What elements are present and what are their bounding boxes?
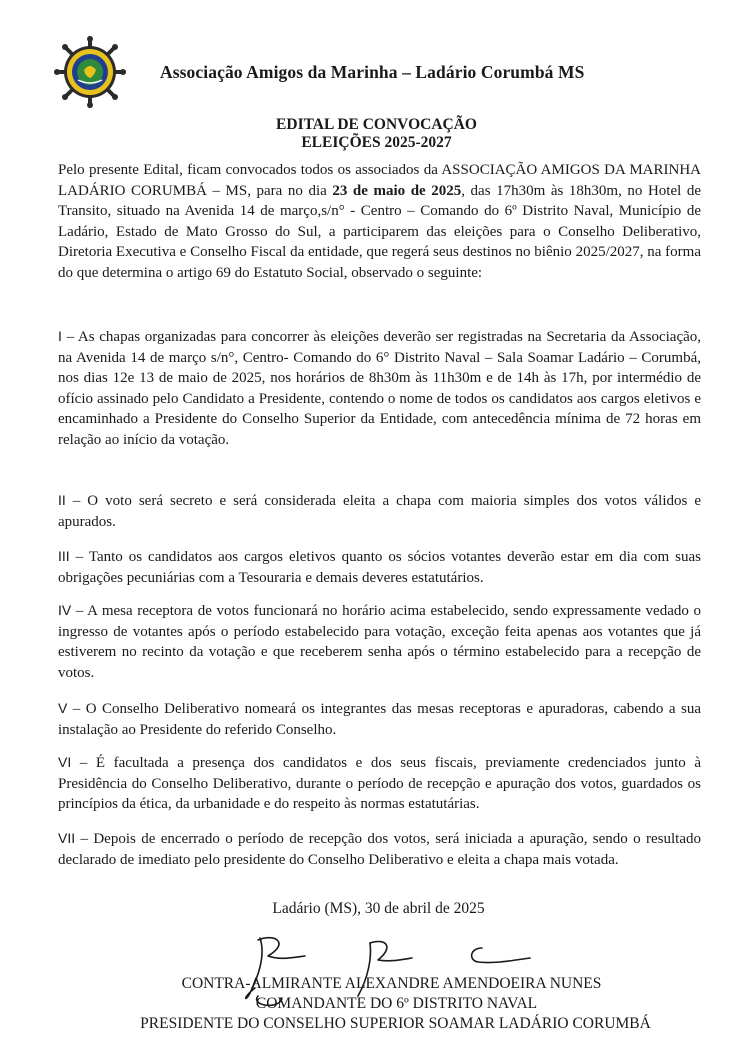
item-number: I — [58, 328, 62, 344]
signer-name: CONTRA-ALMIRANTE ALEXANDRE AMENDOEIRA NUNES — [181, 975, 602, 992]
election-date: 23 de maio de 2025 — [332, 182, 462, 199]
intro-text-part1: Pelo presente Edital, ficam convocados todos os associados da ASSOCIAÇÃO AMIGOS DA MARINHA LADÁRIO CORUMBÁ – MS, para no dia — [58, 162, 701, 199]
place-and-date: Ladário (MS), 30 de abril de 2025 — [272, 900, 485, 917]
item-number: III — [58, 548, 70, 564]
title-line-2: ELEIÇÕES 2025-2027 — [301, 134, 452, 151]
item-text: – Tanto os candidatos aos cargos eletivos quanto os sócios votantes deverão estar em dia com suas obrigações pecuniárias com a Tesouraria e demais deveres estatutários. — [58, 549, 702, 586]
item-paragraph — [58, 752, 701, 815]
item-number: VII — [58, 830, 76, 846]
item-paragraph — [58, 546, 701, 588]
organization-title: Associação Amigos da Marinha – Ladário Corumbá MS — [160, 62, 585, 82]
item-paragraph — [58, 828, 701, 870]
document-title — [0, 116, 753, 152]
item-number: IV — [58, 602, 72, 618]
item-paragraph — [58, 490, 701, 532]
signature-block — [0, 974, 753, 1034]
item-number: V — [58, 700, 68, 716]
item-text: – O Conselho Deliberativo nomeará os integrantes das mesas receptoras e apuradoras, cabendo a sua instalação ao Presidente do referido Conselho. — [58, 701, 701, 738]
item-text: – Depois de encerrado o período de recepção dos votos, será iniciada a apuração, sendo o resultado declarado de imediato pelo presidente do Conselho Deliberativo e eleita a chapa mais votada. — [58, 831, 701, 868]
item-paragraph — [58, 600, 701, 683]
item-number: II — [58, 492, 66, 508]
item-text: – É facultada a presença dos candidatos e dos seus fiscais, previamente credenciados junto à Presidência do Conselho Deliberativo, durante o período de recepção e apuração dos votos, guardados os princípios da ética, da urbanidade e do respeito às normas estatutárias. — [58, 755, 702, 813]
item-paragraph — [58, 326, 701, 451]
intro-text-part2: , das 17h30m às 18h30m, no Hotel de Transito, situado na Avenida 14 de março,s/n° - Centro – Comando do 6º Distrito Naval, Município de Ladário, Estado de Mato Grosso do Sul, a participarem das eleições para o Conselho Deliberativo, Diretoria Executiva e Conselho Fiscal da entidade, que regerá seus destinos no biênio 2025/2027, na forma do que determina o artigo 69 do Estatuto Social, observado o seguinte: — [58, 182, 701, 281]
intro-paragraph — [58, 160, 701, 284]
item-number: VI — [58, 754, 72, 770]
item-text: – A mesa receptora de votos funcionará no horário acima estabelecido, sendo expressamente vedado o ingresso de votantes após o período estabelecido para votação, exceção feita apenas aos votantes que já estiverem no recinto da votação e que receberem senha após o término estabelecido para a recepção de votos. — [58, 603, 702, 681]
title-line-1: EDITAL DE CONVOCAÇÃO — [276, 116, 477, 133]
item-text: – O voto será secreto e será considerada eleita a chapa com maioria simples dos votos válidos e apurados. — [58, 493, 702, 530]
item-paragraph — [58, 698, 701, 740]
soamar-helm-emblem-icon — [54, 36, 126, 108]
signer-role-president: PRESIDENTE DO CONSELHO SUPERIOR SOAMAR LADÁRIO CORUMBÁ — [140, 1015, 651, 1032]
signer-role-commander: COMANDANTE DO 6º DISTRITO NAVAL — [255, 995, 538, 1012]
item-text: – As chapas organizadas para concorrer às eleições deverão ser registradas na Secretaria da Associação, na Avenida 14 de março s/n°, Centro- Comando do 6° Distrito Naval – Sala Soamar Ladário – Corumbá, nos dias 12e 13 de maio de 2025, nos horários de 8h30m às 11h30m e de 14h às 17h, por intermédio de ofício assinado pelo Candidato a Presidente, contendo o nome de todos os candidatos aos cargos eletivos e encaminhado a Presidente do Conselho Superior da Entidade, com antecedência mínima de 72 horas em relação ao início da votação. — [58, 329, 702, 448]
